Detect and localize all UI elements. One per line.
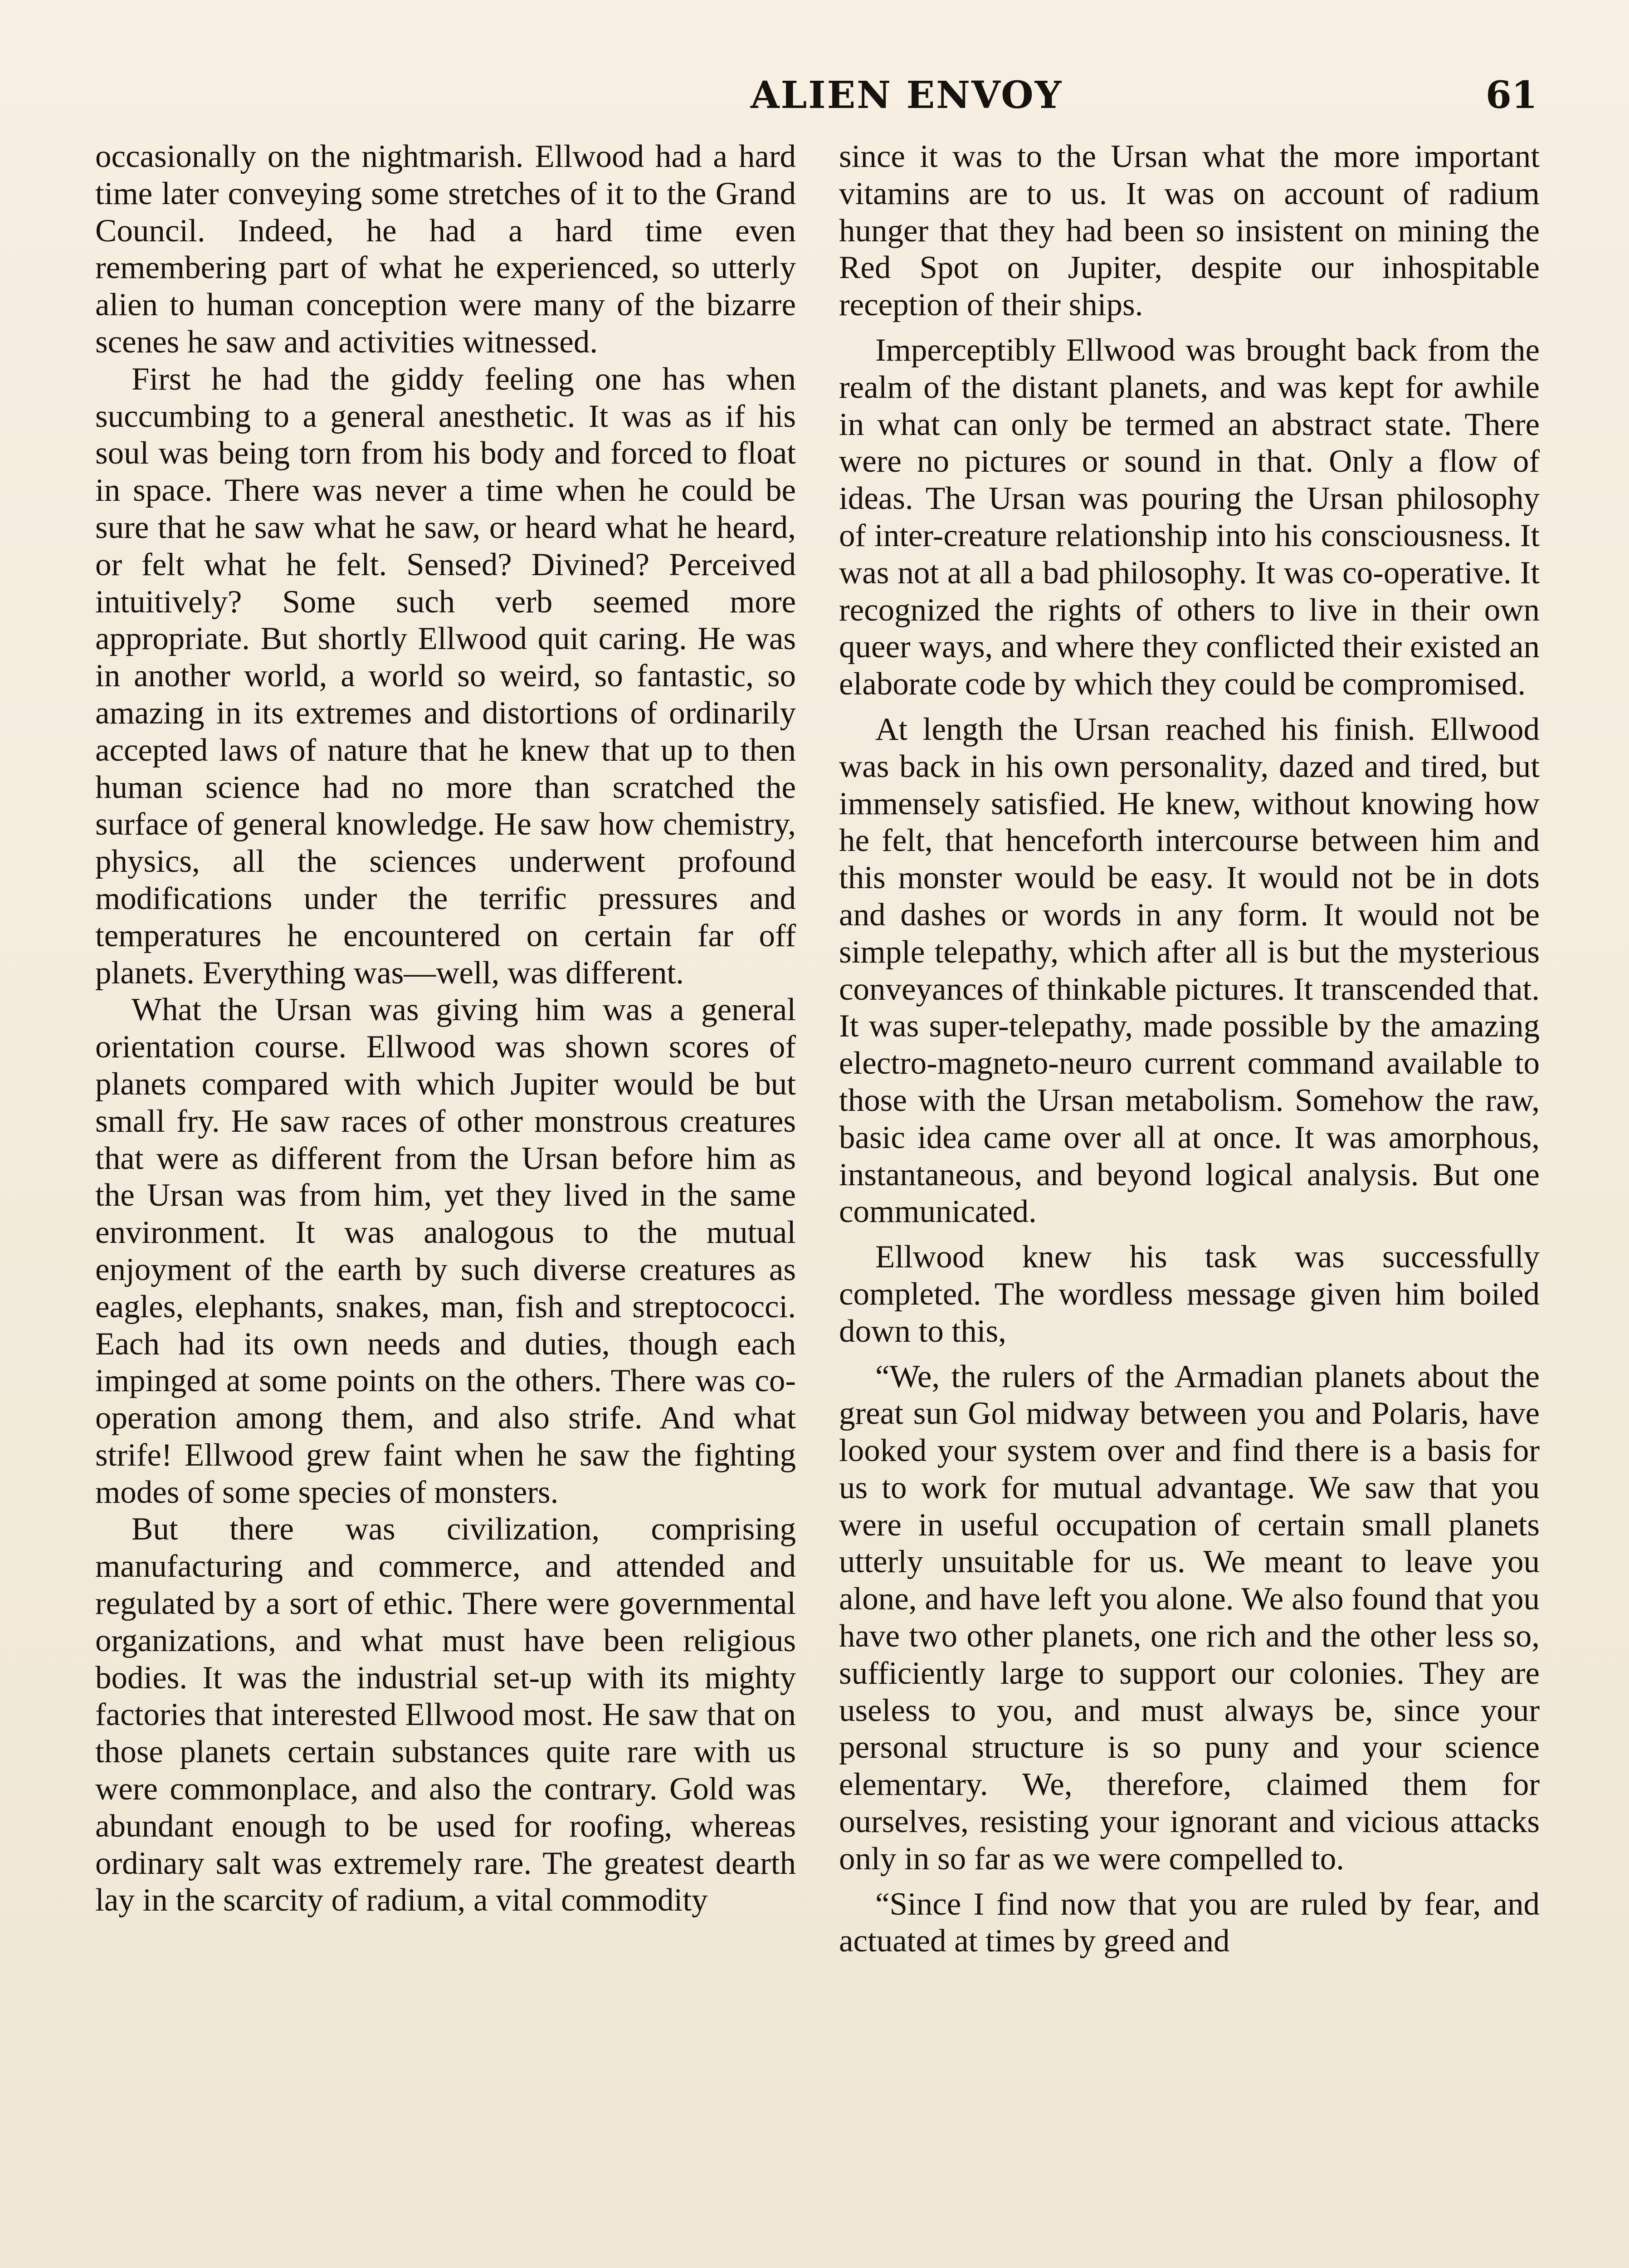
- running-head: [93, 68, 1537, 122]
- paragraph: “We, the rulers of the Armadian planets about the great sun Gol midway between you and Polaris, have looked your system over and find there is a basis for us to work for mutual advantage. We saw that you were in useful occupation of certain small planets utterly unsuitable for us. We meant to leave you alone, and have left you alone. We also found that you have two other planets, one rich and the other less so, sufficiently large to support our colonies. They are useless to you, and must always be, since your personal structure is so puny and your science elementary. We, therefore, claimed them for ourselves, resisting your ignorant and vicious attacks only in so far as we were compelled to.: [839, 1359, 1540, 1877]
- paragraph: “Since I find now that you are ruled by fear, and actuated at times by greed and: [839, 1886, 1540, 1959]
- paragraph: Ellwood knew his task was successfully completed. The wordless message given him boiled down to this,: [839, 1239, 1540, 1349]
- paragraph: At length the Ursan reached his finish. Ellwood was back in his own personality, dazed and tired, but immensely satisfied. He knew, without knowing how he felt, that henceforth intercourse between him and this monster would be easy. It would not be in dots and dashes or words in any form. It would not be simple telepathy, which after all is but the mysterious conveyances of thinkable pictures. It transcended that. It was super-telepathy, made possible by the amazing electro-magneto-neuro current command available to those with the Ursan metabolism. Somehow the raw, basic idea came over all at once. It was amorphous, instantaneous, and beyond logical analysis. But one communicated.: [839, 711, 1540, 1230]
- paragraph: First he had the giddy feeling one has when succumbing to a general anesthetic. It was as if his soul was being torn from his body and forced to float in space. There was never a time when he could be sure that he saw what he saw, or heard what he heard, or felt what he felt. Sensed? Divined? Perceived intuitively? Some such verb seemed more appropriate. But shortly Ellwood quit caring. He was in another world, a world so weird, so fantastic, so amazing in its extremes and distortions of ordinarily accepted laws of nature that he knew that up to then human science had no more than scratched the surface of general knowledge. He saw how chemistry, physics, all the sciences underwent profound modifications under the terrific pressures and temperatures he encountered on certain far off planets. Everything was—well, was different.: [95, 361, 796, 991]
- left-column: [95, 138, 796, 2268]
- paragraph: Imperceptibly Ellwood was brought back from the realm of the distant planets, and was kept for awhile in what can only be termed an abstract state. There were no pictures or sound in that. Only a flow of ideas. The Ursan was pouring the Ursan philosophy of inter-creature relationship into his consciousness. It was not at all a bad philosophy. It was co-operative. It recognized the rights of others to live in their own queer ways, and where they conflicted their existed an elaborate code by which they could be compromised.: [839, 332, 1540, 702]
- paragraph: What the Ursan was giving him was a general orientation course. Ellwood was shown scores of planets compared with which Jupiter would be but small fry. He saw races of other monstrous creatures that were as different from the Ursan before him as the Ursan was from him, yet they lived in the same environment. It was analogous to the mutual enjoyment of the earth by such diverse creatures as eagles, elephants, snakes, man, fish and streptococci. Each had its own needs and duties, though each impinged at some points on the others. There was co-operation among them, and also strife. And what strife! Ellwood grew faint when he saw the fighting modes of some species of monsters.: [95, 992, 796, 1510]
- page-number: 61: [1485, 73, 1537, 117]
- right-column: [839, 138, 1540, 2268]
- running-title: ALIEN ENVOY: [751, 73, 1063, 117]
- paragraph: But there was civilization, comprising manufacturing and commerce, and attended and regulated by a sort of ethic. There were governmental organizations, and what must have been religious bodies. It was the industrial set-up with its mighty factories that interested Ellwood most. He saw that on those planets certain substances quite rare with us were commonplace, and also the contrary. Gold was abundant enough to be used for roofing, whereas ordinary salt was extremely rare. The greatest dearth lay in the scarcity of radium, a vital commodity: [95, 1511, 796, 1918]
- paragraph: since it was to the Ursan what the more important vitamins are to us. It was on account of radium hunger that they had been so insistent on mining the Red Spot on Jupiter, despite our inhospitable reception of their ships.: [839, 139, 1540, 323]
- paragraph: occasionally on the nightmarish. Ellwood had a hard time later conveying some stretches of it to the Grand Council. Indeed, he had a hard time even remembering part of what he experienced, so utterly alien to human conception were many of the bizarre scenes he saw and activities witnessed.: [95, 139, 796, 360]
